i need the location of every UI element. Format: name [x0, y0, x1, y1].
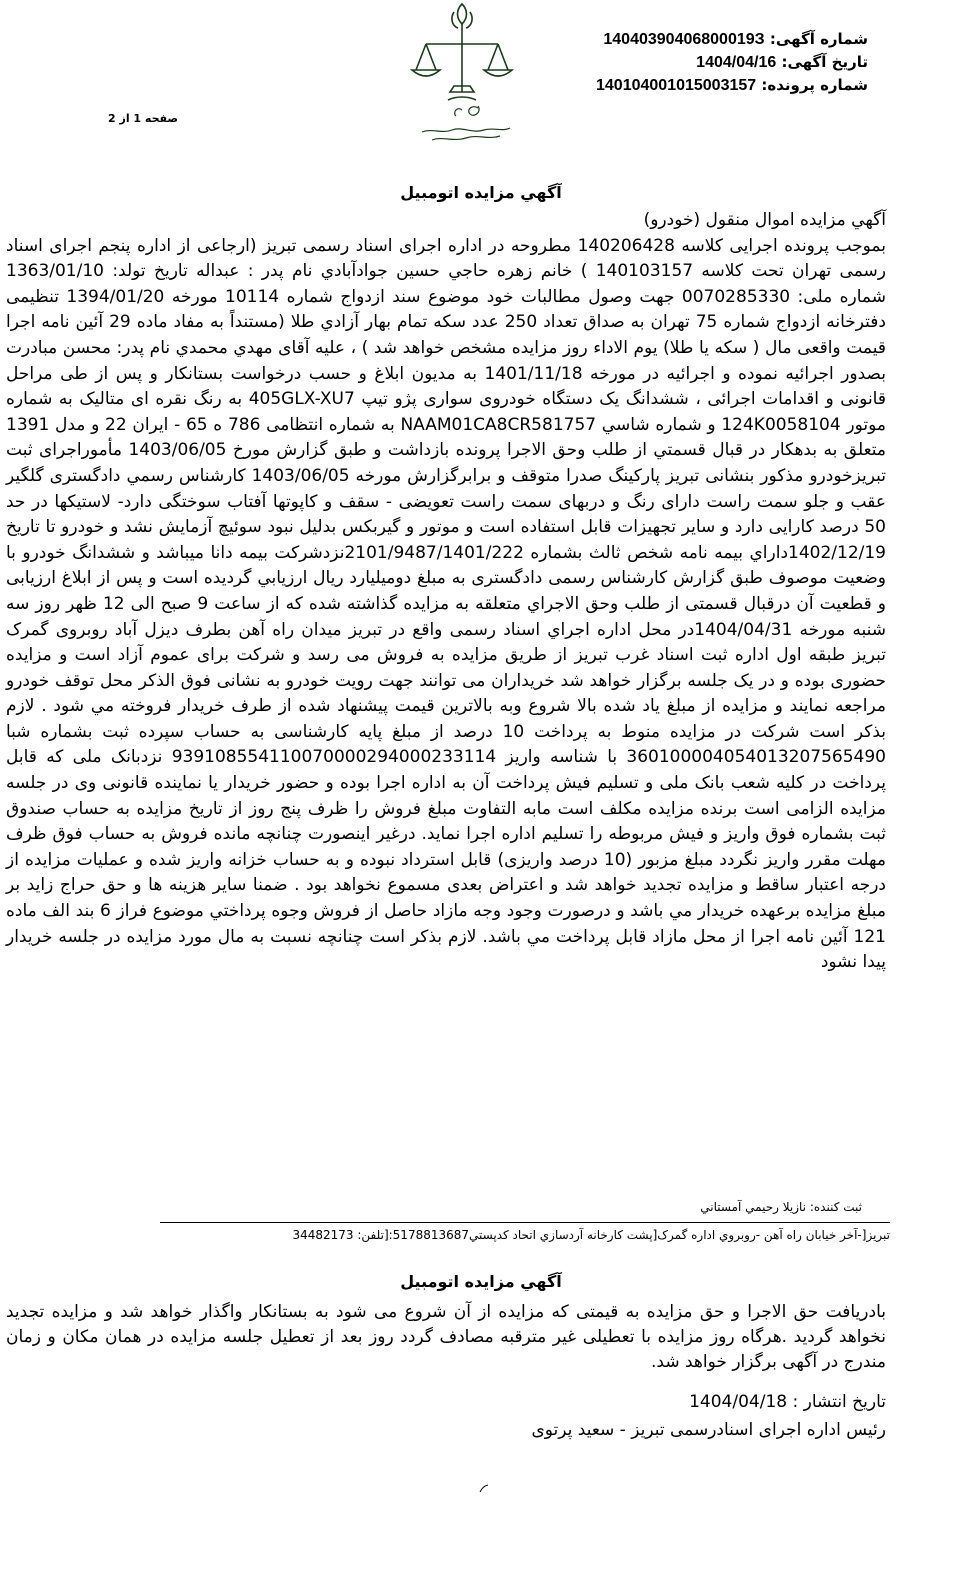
notice1-title: آگهي مزايده اتومبيل — [400, 183, 562, 202]
office-chief: رئیس اداره اجرای اسنادرسمی تبریز - سعید پرتوی — [531, 1420, 886, 1440]
notice2-title: آگهي مزايده اتومبيل — [400, 1272, 562, 1291]
judiciary-scales-emblem-icon — [392, 0, 532, 150]
ad-date-row — [596, 51, 868, 74]
case-number: 140104001015003157 — [596, 77, 757, 94]
page-indicator: صفحه 1 از 2 — [108, 112, 179, 125]
notice1-body — [6, 208, 886, 976]
ad-date-label: تاریخ آگهی: — [781, 53, 868, 71]
registrar-name: نازيلا رحيمي آمستاني — [700, 1200, 807, 1214]
ad-number-label: شماره آگهی: — [769, 30, 868, 48]
notice1-subtitle: آگهي مزايده اموال منقول (خودرو) — [643, 210, 886, 230]
ad-number-row — [596, 28, 868, 51]
case-number-label: شماره پرونده: — [761, 76, 868, 94]
ad-meta — [596, 28, 868, 97]
case-number-row — [596, 74, 868, 97]
registrar — [700, 1200, 862, 1214]
ad-number: 14040390406800019З — [603, 31, 765, 48]
ink-mark-icon — [478, 1484, 490, 1494]
office-address: تبريز[-آخر خيابان راه آهن -روبروي اداره گمرک[پشت کارخانه آردسازي اتحاد کدپستي5178813687:[تلفن: 34482173 — [292, 1228, 890, 1242]
notice2-text: بادریافت حق الاجرا و حق مزایده به قیمتی که مزایده از آن شروع می شود به بستانکار واگذار خواهد شد و مزایده تجدید نخواهد گردید .هرگاه روز مزایده با تعطیلی غیر مترقبه مصادف گردد روز بعد از تعطیل جلسه مزایده در همان مکان و زمان مندرج در آگهی برگزار خواهد شد. — [6, 1302, 886, 1372]
notice2-body — [6, 1300, 886, 1375]
notice1-text: بموجب پرونده اجرایی کلاسه 140206428 مطروحه در اداره اجرای اسناد رسمی تبریز (ارجاعی از اداره پنجم اجرای اسناد رسمی تهران تحت کلاسه 140103157 ) خانم زهره حاجي حسين جوادآبادي نام پدر : عبداله تاریخ تولد: 1363/01/10 شماره ملی: 0070285330 جهت وصول مطالبات خود موضوع سند ازدواج شماره 10114 مورخه 1394/01/20 تنظیمی دفترخانه ازدواج شماره 75 تهران به صداق تعداد 250 عدد سکه تمام بهار آزادي طلا (مستنداً به مفاد ماده 29 آئین نامه اجرا قیمت واقعی مال ( سکه یا طلا) یوم الاداء روز مزایده مشخص خواهد شد ) ، علیه آقای مهدي محمدي نام پدر: محسن مبادرت بصدور اجرائیه نموده و اجرائیه در مورخه 1401/11/18 به مديون ابلاغ و حسب درخواست بستانكار و پس از طی مراحل قانونی و اقدامات اجرائی ، ششدانگ یک دستگاه خودروی سواری پژو تیپ 405GLX-XU7 به رنگ نقره ای متالیک به شماره موتور 124K0058104 و شماره شاسي NAAM01CA8CR581757 به شماره انتظامی 786 ه 65 - ایران 22 و مدل 1391 متعلق به بدهكار در قبال قسمتي از طلب وحق الاجرا پرونده بازداشت و طبق گزارش مورخ 1403/06/05 مأموراجرای ثبت تبریزخودرو مذکور بنشانی تبریز پارکینگ صدرا متوقف و برابرگزارش مورخه 1403/06/05 کارشناس رسمي دادگستری گلگیر عقب و جلو سمت راست دارای رنگ و دربهای سمت راست تعویضی - سقف و کاپوتها آفتاب سوختگی دارد- لاستیکها در حد 50 درصد کارایی دارد و سایر تجهیزات قابل استفاده است و موتور و گیربکس بدلیل نبود سوئیچ آزمایش نشد و خودرو تا تاریخ 1402/12/19داراي بيمه نامه شخص ثالث بشماره 2101/9487/1401/222نزدشرکت بیمه دانا میباشد و ششدانگ خودرو با وضعیت موصوف طبق گزارش کارشناس رسمی دادگستری به مبلغ دومیلیارد ریال ارزيابي گرديده است و پس از ابلاغ ارزیابی و قطعیت آن درقبال قسمتی از طلب وحق الاجراي متعلقه به مزايده گذاشته شده كه از ساعت 9 صبح الی 12 ظهر روز سه شنبه مورخه 1404/04/31در محل اداره اجراي اسناد رسمی واقع در تبریز میدان راه آهن بطرف دیزل آباد روبروی گمرک تبریز طبقه اول اداره ثبت اسناد غرب تبریز از طريق مزايده به فروش می رسد و شرکت برای عموم آزاد است و مزایده حضوری بوده و در یک جلسه برگزار خواهد شد خریداران می توانند جهت رویت خودرو به نشانی فوق الذکر محل توقف خودرو مراجعه نمايند و مزايده از مبلغ ياد شده بالا شروع وبه بالاترين قيمت پيشنهاد شده از طرف خريدار فروخته مي شود . لازم بذكر است شرکت در مزایده منوط به پرداخت 10 درصد از مبلغ پایه کارشناسی به حساب سپرده ثبت بشماره شبا 360100004054013207565490 با شناسه واریز 939108554110070000294000233114 نزدبانک ملی که قابل پرداخت در كليه شعب بانک ملی و تسلیم فیش پرداخت آن به اداره اجرا بوده و حضور خریدار یا نماینده قانونی وی در جلسه مزایده الزامی است برنده مزایده مکلف است مابه التفاوت مبلغ فروش را ظرف پنج روز از تاریخ مزایده به حساب صندوق ثبت بشماره فوق واریز و فیش مربوطه را تسلیم اداره اجرا نماید. درغیر اینصورت چنانچه مانده فروش به حساب فوق ظرف مهلت مقرر واریز نگردد مبلغ مزبور (10 درصد واریزی) قابل استرداد نبوده و به حساب خزانه واریز شده و عملیات مزایده از درجه اعتبار ساقط و مزایده تجدید خواهد شد و اعتراض بعدی مسموع نخواهد بود . ضمنا سایر هزینه ها و حق حراج زاید بر مبلغ مزایده برعهده خریدار مي باشد و درصورت وجود وجه مازاد حاصل از فروش وجوه پرداختي موضوع فراز 6 بند الف ماده 121 آئين نامه اجرا از محل مازاد قابل پرداخت مي باشد. لازم بذکر است چنانچه نسبت به مال مورد مزایده در جلسه خریدار پیدا نشود — [6, 235, 887, 973]
divider — [160, 1222, 890, 1223]
registrar-label: ثبت كننده: — [809, 1200, 862, 1214]
ad-date: 1404/04/16 — [696, 54, 777, 71]
publication-date: تاریخ انتشار : 1404/04/18 — [689, 1392, 886, 1412]
